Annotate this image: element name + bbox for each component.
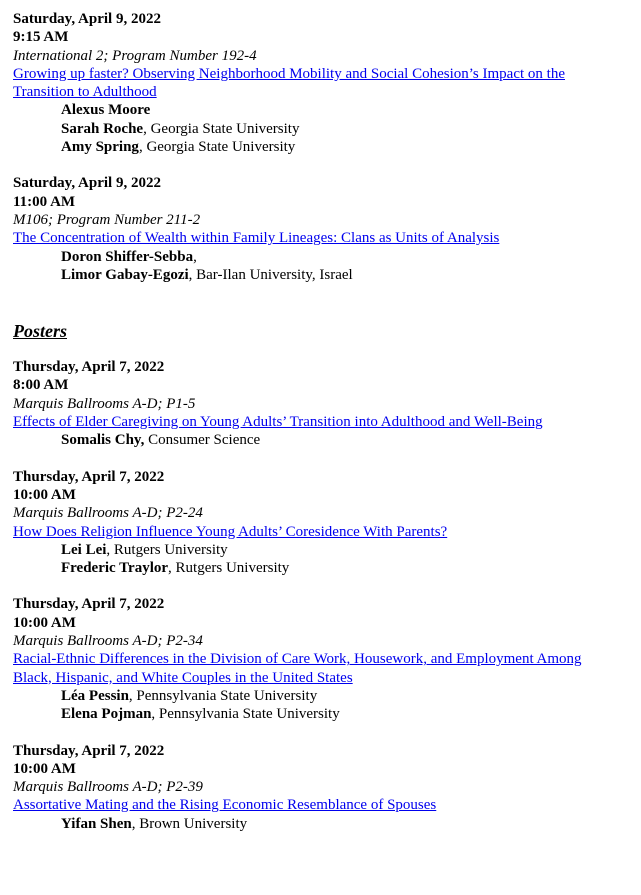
poster-time: 10:00 AM — [13, 486, 76, 503]
author-line — [13, 541, 641, 559]
session-title — [13, 229, 641, 247]
session-title-link[interactable]: The Concentration of Wealth within Family Lineages: Clans as Units of Analysis — [13, 230, 500, 247]
author-line — [13, 815, 641, 833]
poster-title — [13, 523, 641, 541]
session-date: Saturday, April 9, 2022 — [13, 11, 161, 27]
author-affiliation: , Rutgers University — [106, 541, 228, 558]
session-time: 9:15 AM — [13, 29, 69, 46]
author-name: Amy Spring — [61, 139, 139, 156]
poster-room: Marquis Ballrooms A-D; P2-24 — [13, 505, 203, 522]
author-name: Limor Gabay-Egozi — [61, 266, 189, 283]
poster-room: Marquis Ballrooms A-D; P2-39 — [13, 779, 203, 796]
poster-title-link[interactable]: Effects of Elder Caregiving on Young Adults’ Transition into Adulthood and Well-Being — [13, 414, 543, 431]
poster-title — [13, 650, 641, 687]
author-name: Léa Pessin — [61, 687, 129, 704]
poster-title-link[interactable]: Assortative Mating and the Rising Economic Resemblance of Spouses — [13, 797, 437, 814]
author-name: Elena Pojman — [61, 706, 152, 723]
author-affiliation: , Pennsylvania State University — [128, 687, 318, 704]
session-entry — [13, 174, 641, 284]
session-title-link[interactable]: Growing up faster? Observing Neighborhood Mobility and Social Cohesion’s Impact on the Transition to Adulthood — [13, 65, 565, 101]
author-name: Yifan Shen — [61, 815, 132, 832]
author-line — [13, 431, 641, 449]
session-entry — [13, 10, 641, 156]
author-line — [13, 687, 641, 705]
author-affiliation: , Rutgers University — [168, 560, 290, 577]
session-time: 11:00 AM — [13, 193, 76, 210]
poster-title — [13, 796, 641, 814]
poster-entry — [13, 742, 641, 833]
poster-room: Marquis Ballrooms A-D; P2-34 — [13, 633, 203, 650]
author-affiliation: , — [193, 248, 197, 265]
poster-time: 10:00 AM — [13, 614, 76, 631]
author-line — [13, 101, 641, 119]
poster-date: Thursday, April 7, 2022 — [13, 468, 165, 485]
poster-title-link[interactable]: How Does Religion Influence Young Adults’ Coresidence With Parents? — [13, 523, 448, 540]
author-name: Lei Lei — [61, 541, 107, 558]
author-affiliation: , Pennsylvania State University — [151, 706, 340, 723]
session-title — [13, 65, 641, 102]
author-affiliation: , Georgia State University — [143, 120, 300, 137]
author-affiliation: Consumer Science — [144, 432, 261, 449]
author-line — [13, 248, 641, 266]
author-name: Alexus Moore — [61, 102, 151, 119]
poster-entry — [13, 595, 641, 723]
session-room: International 2; Program Number 192-4 — [13, 47, 257, 64]
poster-title-link[interactable]: Racial-Ethnic Differences in the Division of Care Work, Housework, and Employment Among Black, Hispanic, and White Couples in the United States — [13, 651, 582, 686]
posters-heading: Posters — [13, 321, 67, 342]
poster-time: 8:00 AM — [13, 377, 69, 394]
poster-entry — [13, 358, 641, 449]
poster-entry — [13, 468, 641, 578]
poster-title — [13, 413, 641, 431]
author-affiliation: , Georgia State University — [138, 139, 296, 156]
author-affiliation: , Bar-Ilan University, Israel — [188, 266, 353, 283]
author-line — [13, 559, 641, 577]
author-affiliation: , Brown University — [131, 815, 248, 832]
author-name: Somalis Chy, — [61, 432, 145, 449]
author-line — [13, 705, 641, 723]
session-room: M106; Program Number 211-2 — [13, 211, 201, 228]
poster-date: Thursday, April 7, 2022 — [13, 596, 165, 613]
poster-date: Thursday, April 7, 2022 — [13, 359, 165, 376]
author-name: Frederic Traylor — [61, 560, 169, 577]
poster-time: 10:00 AM — [13, 760, 76, 777]
author-name: Sarah Roche — [61, 120, 144, 137]
poster-date: Thursday, April 7, 2022 — [13, 742, 165, 759]
poster-room: Marquis Ballrooms A-D; P1-5 — [13, 395, 196, 412]
author-name: Doron Shiffer-Sebba — [61, 248, 194, 265]
author-line — [13, 120, 641, 138]
session-date: Saturday, April 9, 2022 — [13, 175, 161, 192]
author-line — [13, 266, 641, 284]
author-line — [13, 138, 641, 156]
